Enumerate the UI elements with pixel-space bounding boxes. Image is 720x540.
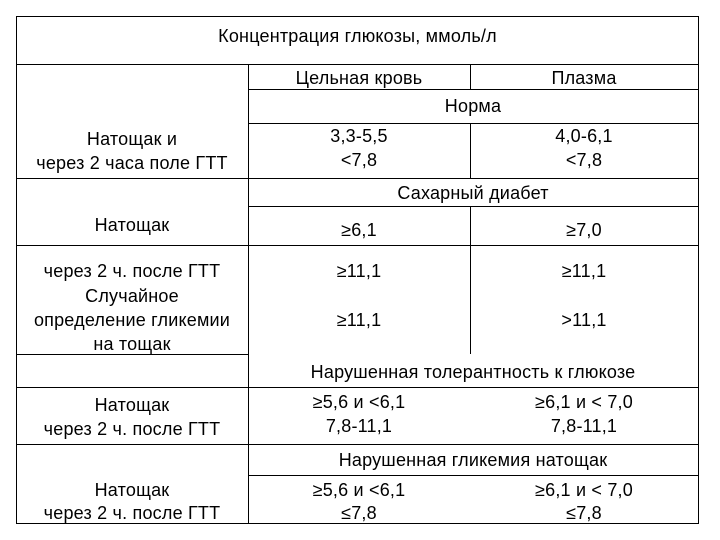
rule-after-section2 bbox=[16, 387, 699, 388]
cell-blood: ≥11,1 bbox=[336, 310, 382, 330]
cell-plasma: >11,1 bbox=[561, 310, 607, 330]
cell-plasma: 7,8-11,1 bbox=[550, 416, 618, 436]
cell-plasma: ≥6,1 и < 7,0 bbox=[535, 480, 633, 500]
row-label-line: Натощак bbox=[94, 480, 170, 500]
rule-under-title bbox=[16, 64, 699, 65]
section-heading-impaired-tolerance: Нарушенная толерантность к глюкозе bbox=[310, 362, 636, 382]
cell-blood: ≤7,8 bbox=[341, 503, 377, 523]
cell-blood: ≥6,1 bbox=[341, 220, 377, 240]
row-label-line: через 2 часа поле ГТТ bbox=[36, 153, 228, 173]
row-label-line: Натощак и bbox=[86, 129, 178, 149]
table-border-top bbox=[16, 16, 699, 17]
col-header-whole-blood: Цельная кровь bbox=[295, 68, 423, 88]
row-label-line: через 2 ч. после ГТТ bbox=[43, 419, 221, 439]
table-border-right bbox=[698, 16, 699, 524]
cell-blood: ≥11,1 bbox=[336, 261, 382, 281]
rule-after-fasting bbox=[16, 245, 699, 246]
row-label-line: определение гликемии bbox=[33, 310, 231, 330]
rule-under-diabetes bbox=[248, 206, 699, 207]
section-heading-diabetes: Сахарный диабет bbox=[397, 183, 549, 203]
table-title: Концентрация глюкозы, ммоль/л bbox=[218, 26, 497, 46]
rule-after-section1 bbox=[248, 178, 699, 179]
cell-blood: <7,8 bbox=[340, 150, 378, 170]
cell-plasma: ≥11,1 bbox=[561, 261, 607, 281]
row-label-line: через 2 ч. после ГТТ bbox=[43, 503, 221, 523]
cell-plasma: ≥7,0 bbox=[566, 220, 602, 240]
rule-under-ngn bbox=[248, 475, 699, 476]
row-label-line: через 2 ч. после ГТТ bbox=[43, 261, 221, 281]
row-label-line: Натощак bbox=[94, 215, 170, 235]
rule-after-section1-label bbox=[16, 178, 248, 179]
cell-blood: ≥5,6 и <6,1 bbox=[312, 480, 406, 500]
cell-plasma: 4,0-6,1 bbox=[555, 126, 613, 146]
cell-plasma: ≤7,8 bbox=[566, 503, 602, 523]
row-label-line: на тощак bbox=[93, 334, 171, 354]
cell-blood: 3,3-5,5 bbox=[330, 126, 388, 146]
cell-blood: ≥5,6 и <6,1 bbox=[312, 392, 406, 412]
section-heading-impaired-fasting: Нарушенная гликемия натощак bbox=[338, 450, 608, 470]
section-heading-norma: Норма bbox=[444, 96, 502, 116]
row-label-line: Натощак bbox=[94, 395, 170, 415]
cell-plasma: ≥6,1 и < 7,0 bbox=[535, 392, 633, 412]
rule-after-section3 bbox=[16, 444, 699, 445]
cell-blood: 7,8-11,1 bbox=[325, 416, 393, 436]
cell-plasma: <7,8 bbox=[565, 150, 603, 170]
col-header-plasma: Плазма bbox=[551, 68, 617, 88]
row-label-line: Случайное bbox=[85, 286, 179, 306]
